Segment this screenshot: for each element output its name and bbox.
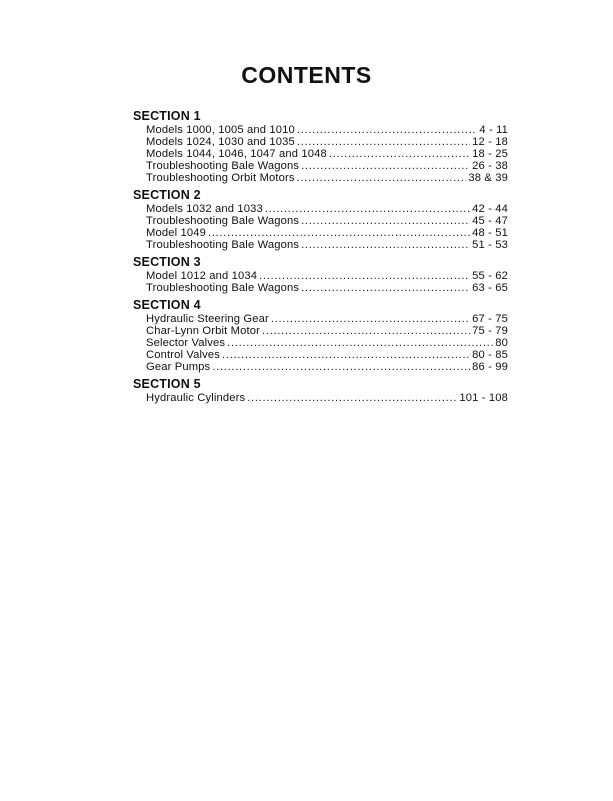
toc-entry — [146, 361, 508, 373]
dot-leader — [247, 392, 457, 404]
dot-leader — [212, 361, 470, 373]
toc-section-1 — [133, 109, 508, 184]
entry-title: Troubleshooting Bale Wagons — [146, 215, 300, 227]
section-heading: SECTION 4 — [133, 298, 201, 312]
entry-title: Control Valves — [146, 349, 221, 361]
section-heading: SECTION 3 — [133, 255, 201, 269]
entry-pages: 42 - 44 — [472, 203, 508, 215]
entry-title: Char-Lynn Orbit Motor — [146, 325, 261, 337]
dot-leader — [265, 203, 470, 215]
entry-title: Models 1024, 1030 and 1035 — [146, 136, 295, 148]
entry-pages: 45 - 47 — [472, 215, 508, 227]
entry-pages: 4 - 11 — [479, 124, 508, 136]
entry-pages: 80 — [495, 337, 508, 349]
entry-pages: 48 - 51 — [472, 227, 508, 239]
entry-title: Troubleshooting Bale Wagons — [146, 282, 300, 294]
dot-leader — [271, 313, 470, 325]
entry-title: Model 1049 — [146, 227, 206, 239]
toc-entry — [146, 203, 508, 215]
entry-pages: 51 - 53 — [472, 239, 508, 251]
entry-title: Troubleshooting Orbit Motors — [146, 172, 295, 184]
entry-title: Selector Valves — [146, 337, 226, 349]
entry-pages: 38 & 39 — [468, 172, 508, 184]
entry-title: Models 1032 and 1033 — [146, 203, 263, 215]
entry-pages: 18 - 25 — [472, 148, 508, 160]
toc-entry — [146, 313, 508, 325]
dot-leader — [301, 282, 470, 294]
toc-entry — [146, 325, 508, 337]
section-entries — [133, 270, 508, 294]
toc-section-3 — [133, 255, 508, 294]
entry-pages: 55 - 62 — [472, 270, 508, 282]
section-heading: SECTION 5 — [133, 377, 201, 391]
entry-title: Hydraulic Cylinders — [146, 392, 246, 404]
entry-title: Troubleshooting Bale Wagons — [146, 239, 300, 251]
entry-pages: 75 - 79 — [472, 325, 508, 337]
entry-pages: 101 - 108 — [459, 392, 508, 404]
dot-leader — [301, 160, 470, 172]
toc-entry — [146, 172, 508, 184]
dot-leader — [222, 349, 470, 361]
table-of-contents — [133, 109, 508, 408]
toc-section-2 — [133, 188, 508, 251]
entry-pages: 67 - 75 — [472, 313, 508, 325]
dot-leader — [262, 325, 470, 337]
toc-section-5 — [133, 377, 508, 404]
entry-title: Model 1012 and 1034 — [146, 270, 258, 282]
section-heading: SECTION 1 — [133, 109, 201, 123]
entry-title: Models 1044, 1046, 1047 and 1048 — [146, 148, 327, 160]
toc-entry — [146, 215, 508, 227]
toc-entry — [146, 136, 508, 148]
section-entries — [133, 124, 508, 184]
dot-leader — [297, 172, 467, 184]
section-heading: SECTION 2 — [133, 188, 201, 202]
toc-entry — [146, 148, 508, 160]
entry-pages: 26 - 38 — [472, 160, 508, 172]
entry-pages: 63 - 65 — [472, 282, 508, 294]
toc-section-4 — [133, 298, 508, 373]
dot-leader — [227, 337, 493, 349]
dot-leader — [301, 215, 470, 227]
dot-leader — [259, 270, 470, 282]
dot-leader — [329, 148, 470, 160]
toc-entry — [146, 282, 508, 294]
entry-title: Models 1000, 1005 and 1010 — [146, 124, 295, 136]
entry-pages: 12 - 18 — [472, 136, 508, 148]
toc-entry — [146, 227, 508, 239]
dot-leader — [301, 239, 470, 251]
toc-entry — [146, 160, 508, 172]
toc-entry — [146, 392, 508, 404]
entry-title: Gear Pumps — [146, 361, 211, 373]
toc-entry — [146, 239, 508, 251]
dot-leader — [208, 227, 470, 239]
dot-leader — [297, 124, 477, 136]
toc-entry — [146, 349, 508, 361]
section-entries — [133, 203, 508, 251]
toc-entry — [146, 337, 508, 349]
toc-entry — [146, 270, 508, 282]
entry-pages: 80 - 85 — [472, 349, 508, 361]
entry-title: Troubleshooting Bale Wagons — [146, 160, 300, 172]
entry-title: Hydraulic Steering Gear — [146, 313, 269, 325]
toc-entry — [146, 124, 508, 136]
dot-leader — [297, 136, 470, 148]
page-title: CONTENTS — [241, 62, 372, 88]
section-entries — [133, 313, 508, 373]
section-entries — [133, 392, 508, 404]
entry-pages: 86 - 99 — [472, 361, 508, 373]
